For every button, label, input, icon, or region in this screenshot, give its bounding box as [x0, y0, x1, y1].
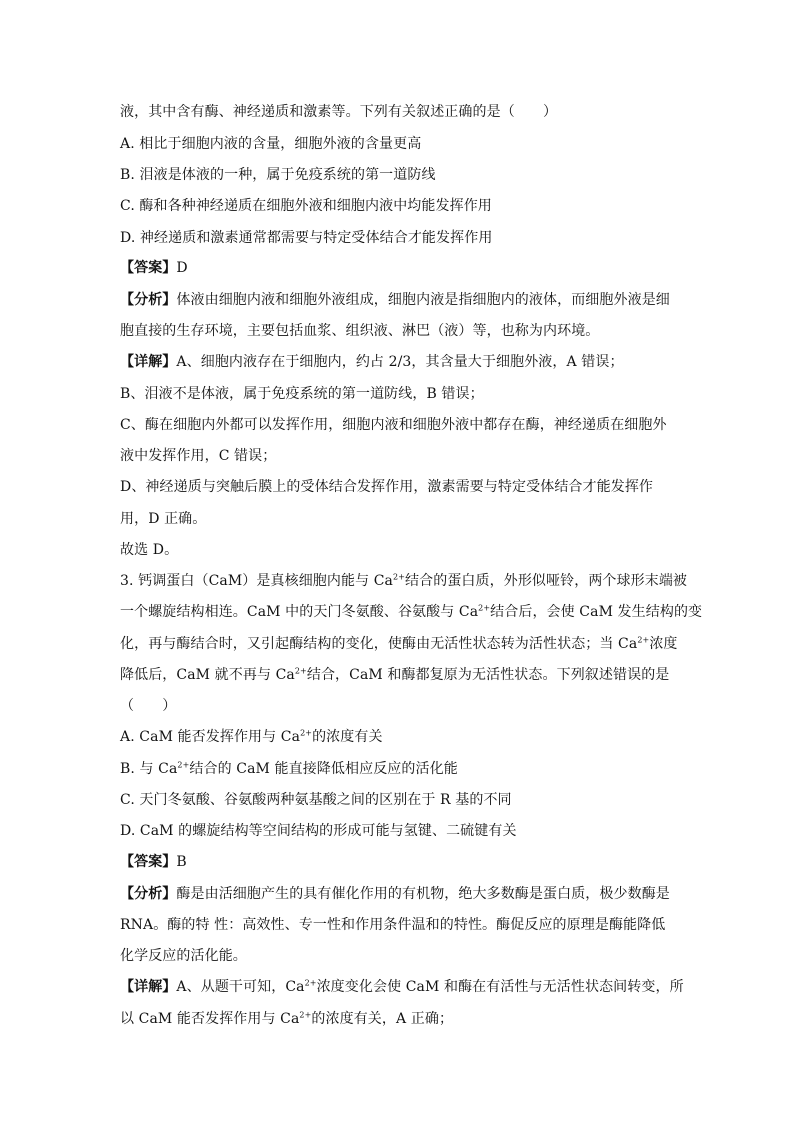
question-3-option-d: D. CaM 的螺旋结构等空间结构的形成可能与氢键、二硫键有关 — [120, 823, 517, 839]
detail-text: 的浓度有关，A 正确； — [311, 1011, 454, 1027]
stem-text: 结合，CaM 和酶都复原为无活性状态。下列叙述错误的是 — [306, 667, 670, 683]
question-3-stem-line-2 — [120, 602, 703, 622]
question-3-analysis-line-1 — [120, 884, 680, 904]
option-text: 结合的 CaM 能直接降低相应反应的活化能 — [189, 761, 458, 777]
stem-text: 一个螺旋结构相连。CaM 中的天门冬氨酸、谷氨酸与 Ca — [120, 604, 479, 620]
question-2-detail-line-2: B、泪液不是体液，属于免疫系统的第一道防线，B 错误； — [120, 386, 484, 402]
option-text: B. 与 Ca — [120, 761, 178, 777]
answer-tag: 【答案】 — [120, 854, 177, 870]
question-3-option-b — [120, 759, 680, 779]
superscript: 2+ — [300, 728, 313, 738]
question-2-detail-line-5: D、神经递质与突触后膜上的受体结合发挥作用，激素需要与特定受体结合才能发挥作 — [120, 479, 654, 495]
stem-text: 结合后，会使 CaM 发生结构的变 — [490, 604, 703, 620]
question-2-answer — [120, 258, 680, 278]
question-2-detail-line-3: C、酶在细胞内外都可以发挥作用，细胞内液和细胞外液中都存在酶，神经递质在细胞外 — [120, 417, 667, 433]
question-2-stem-tail: 液，其中含有酶、神经递质和激素等。下列有关叙述正确的是（ ） — [120, 104, 558, 120]
detail-text: A、从题干可知，Ca — [176, 979, 305, 995]
question-2-analysis-line-2: 胞直接的生存环境，主要包括血浆、组织液、淋巴（液）等，也称为内环境。 — [120, 323, 600, 339]
question-3-stem-line-5: （ ） — [120, 698, 177, 714]
superscript: 2+ — [294, 666, 307, 676]
answer-tag: 【答案】 — [120, 260, 177, 276]
detail-tag: 【详解】 — [120, 354, 177, 370]
answer-value: B — [176, 854, 187, 870]
question-3-stem-line-4 — [120, 665, 680, 685]
question-3-option-a — [120, 727, 680, 747]
superscript: 2+ — [478, 603, 491, 613]
question-3-detail-line-2 — [120, 1009, 680, 1029]
detail-text: 以 CaM 能否发挥作用与 Ca — [120, 1011, 300, 1027]
question-3-stem-line-3 — [120, 634, 680, 654]
question-3-detail-line-1 — [120, 977, 684, 997]
option-text: A. CaM 能否发挥作用与 Ca — [120, 729, 301, 745]
question-3-answer — [120, 852, 680, 872]
question-2-option-c: C. 酶和各种神经递质在细胞外液和细胞内液中均能发挥作用 — [120, 198, 492, 214]
option-text: 的浓度有关 — [312, 729, 383, 745]
superscript: 2+ — [177, 760, 190, 770]
question-3-analysis-line-3: 化学反应的活化能。 — [120, 948, 247, 964]
stem-text: 浓度 — [649, 636, 678, 652]
question-2-detail-line-1 — [120, 352, 680, 372]
question-2-detail-line-4: 液中发挥作用，C 错误； — [120, 448, 277, 464]
analysis-text: 酶是由活细胞产生的具有催化作用的有机物，绝大多数酶是蛋白质，极少数酶是 — [176, 886, 670, 902]
question-2-conclusion: 故选 D。 — [120, 542, 179, 558]
answer-value: D — [176, 260, 188, 276]
question-2-detail-line-6: 用，D 正确。 — [120, 511, 207, 527]
stem-text: 3. 钙调蛋白（CaM）是真核细胞内能与 Ca — [120, 573, 394, 589]
superscript: 2+ — [304, 978, 317, 988]
question-2-analysis-line-1 — [120, 290, 680, 310]
superscript: 2+ — [299, 1010, 312, 1020]
detail-tag: 【详解】 — [120, 979, 177, 995]
analysis-tag: 【分析】 — [120, 292, 177, 308]
analysis-tag: 【分析】 — [120, 886, 177, 902]
superscript: 2+ — [637, 635, 650, 645]
analysis-text: 体液由细胞内液和细胞外液组成，细胞内液是指细胞内的液体，而细胞外液是细 — [176, 292, 670, 308]
stem-text: 结合的蛋白质，外形似哑铃，两个球形末端被 — [405, 573, 688, 589]
question-3-option-c: C. 天门冬氨酸、谷氨酸两种氨基酸之间的区别在于 R 基的不同 — [120, 792, 512, 808]
superscript: 2+ — [393, 572, 406, 582]
detail-text: 浓度变化会使 CaM 和酶在有活性与无活性状态间转变，所 — [316, 979, 684, 995]
question-2-option-b: B. 泪液是体液的一种，属于免疫系统的第一道防线 — [120, 167, 436, 183]
question-3-analysis-line-2: RNA。酶的特 性：高效性、专一性和作用条件温和的特性。酶促反应的原理是酶能降低 — [120, 917, 666, 933]
stem-text: 化，再与酶结合时，又引起酶结构的变化，使酶由无活性状态转为活性状态；当 Ca — [120, 636, 638, 652]
stem-text: 降低后，CaM 就不再与 Ca — [120, 667, 295, 683]
question-2-option-d: D. 神经递质和激素通常都需要与特定受体结合才能发挥作用 — [120, 230, 493, 246]
question-3-stem-line-1 — [120, 571, 688, 591]
detail-text: A、细胞内液存在于细胞内，约占 2/3，其含量大于细胞外液，A 错误； — [176, 354, 624, 370]
question-2-option-a: A. 相比于细胞内液的含量，细胞外液的含量更高 — [120, 136, 422, 152]
